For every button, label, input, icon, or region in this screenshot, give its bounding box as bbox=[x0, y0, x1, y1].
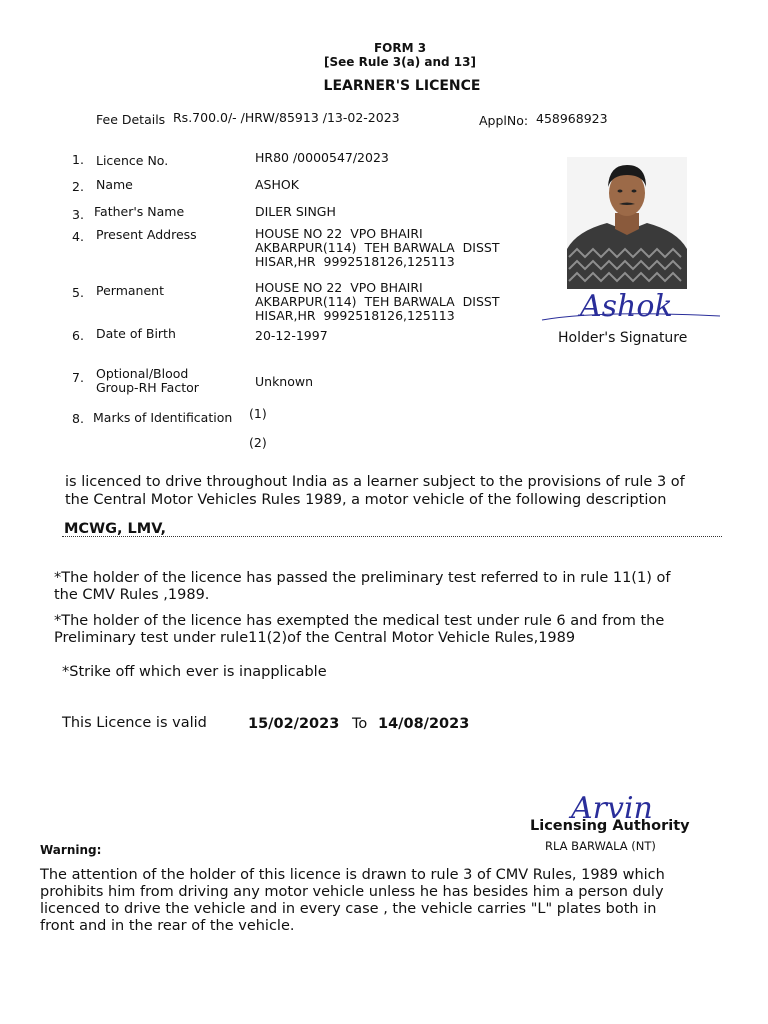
fee-label: Fee Details bbox=[96, 112, 166, 127]
dob-label: Date of Birth bbox=[96, 326, 176, 341]
holder-photo bbox=[567, 157, 687, 289]
holder-signature-image bbox=[540, 286, 722, 326]
page-title: LEARNER'S LICENCE bbox=[323, 78, 481, 94]
father-name-label: Father's Name bbox=[94, 204, 185, 219]
identification-mark-1: (1) bbox=[249, 406, 267, 421]
warning-line-1: The attention of the holder of this licence is drawn to rule 3 of CMV Rules, 1989 which bbox=[40, 867, 665, 883]
field-number: 2. bbox=[72, 179, 84, 194]
field-number: 7. bbox=[72, 370, 84, 385]
passed-text-line-1: *The holder of the licence has passed the preliminary test referred to in rule 11(1) of bbox=[54, 570, 671, 586]
exempt-text-line-2: Preliminary test under rule11(2)of the Central Motor Vehicle Rules,1989 bbox=[54, 630, 576, 646]
licensing-authority-title: Licensing Authority bbox=[530, 818, 690, 834]
field-number: 4. bbox=[72, 229, 84, 244]
field-number: 6. bbox=[72, 328, 84, 343]
warning-line-3: licenced to drive the vehicle and in every case , the vehicle carries "L" plates both in bbox=[40, 901, 657, 917]
permanent-address-label: Permanent bbox=[96, 283, 164, 298]
validity-to-label: To bbox=[352, 716, 368, 732]
field-number: 8. bbox=[72, 411, 84, 426]
licence-no-label: Licence No. bbox=[96, 153, 169, 168]
rule-reference: [See Rule 3(a) and 13] bbox=[324, 55, 476, 69]
fee-value: Rs.700.0/- /HRW/85913 /13-02-2023 bbox=[173, 110, 400, 125]
holder-signature bbox=[540, 286, 722, 326]
licence-text-line-1: is licenced to drive throughout India as a learner subject to the provisions of rule 3 of bbox=[65, 474, 685, 490]
authority-signature-text: Arvin bbox=[571, 791, 653, 826]
field-number: 3. bbox=[72, 207, 84, 222]
blood-group-value: Unknown bbox=[255, 374, 314, 389]
warning-line-2: prohibits him from driving any motor vehicle unless he has besides him a person duly bbox=[40, 884, 664, 900]
passed-text-line-2: the CMV Rules ,1989. bbox=[54, 587, 210, 603]
portrait-image bbox=[567, 157, 687, 289]
validity-label: This Licence is valid bbox=[62, 715, 207, 731]
validity-to: 14/08/2023 bbox=[378, 716, 470, 732]
appl-no-value: 458968923 bbox=[536, 111, 608, 126]
present-address-label: Present Address bbox=[96, 227, 197, 242]
strike-note: *Strike off which ever is inapplicable bbox=[62, 664, 327, 680]
identification-marks-label: Marks of Identification bbox=[93, 410, 233, 425]
licence-no-value: HR80 /0000547/2023 bbox=[255, 150, 389, 165]
present-address-line-2: AKBARPUR(114) TEH BARWALA DISST bbox=[255, 240, 500, 255]
permanent-address-line-2: AKBARPUR(114) TEH BARWALA DISST bbox=[255, 294, 500, 309]
blood-group-label-line-1: Optional/Blood bbox=[96, 366, 189, 381]
blood-group-label-line-2: Group-RH Factor bbox=[96, 380, 199, 395]
father-name-value: DILER SINGH bbox=[255, 204, 336, 219]
identification-mark-2: (2) bbox=[249, 435, 267, 450]
present-address-line-3: HISAR,HR 9992518126,125113 bbox=[255, 254, 455, 269]
authority-office: RLA BARWALA (NT) bbox=[545, 839, 656, 853]
field-number: 5. bbox=[72, 285, 84, 300]
warning-label: Warning: bbox=[40, 843, 102, 857]
holder-signature-label: Holder's Signature bbox=[558, 330, 688, 346]
name-value: ASHOK bbox=[255, 177, 299, 192]
validity-from: 15/02/2023 bbox=[248, 716, 340, 732]
name-label: Name bbox=[96, 177, 133, 192]
dotted-divider bbox=[62, 536, 722, 537]
appl-no-label: ApplNo: bbox=[479, 113, 529, 128]
form-number: FORM 3 bbox=[373, 41, 427, 55]
present-address-line-1: HOUSE NO 22 VPO BHAIRI bbox=[255, 226, 423, 241]
exempt-text-line-1: *The holder of the licence has exempted the medical test under rule 6 and from the bbox=[54, 613, 665, 629]
holder-signature-text: Ashok bbox=[580, 289, 673, 324]
licence-text-line-2: the Central Motor Vehicles Rules 1989, a motor vehicle of the following description bbox=[65, 492, 667, 508]
warning-line-4: front and in the rear of the vehicle. bbox=[40, 918, 295, 934]
vehicle-classes: MCWG, LMV, bbox=[64, 521, 167, 537]
field-number: 1. bbox=[72, 152, 84, 167]
permanent-address-line-3: HISAR,HR 9992518126,125113 bbox=[255, 308, 455, 323]
dob-value: 20-12-1997 bbox=[255, 328, 328, 343]
permanent-address-line-1: HOUSE NO 22 VPO BHAIRI bbox=[255, 280, 423, 295]
